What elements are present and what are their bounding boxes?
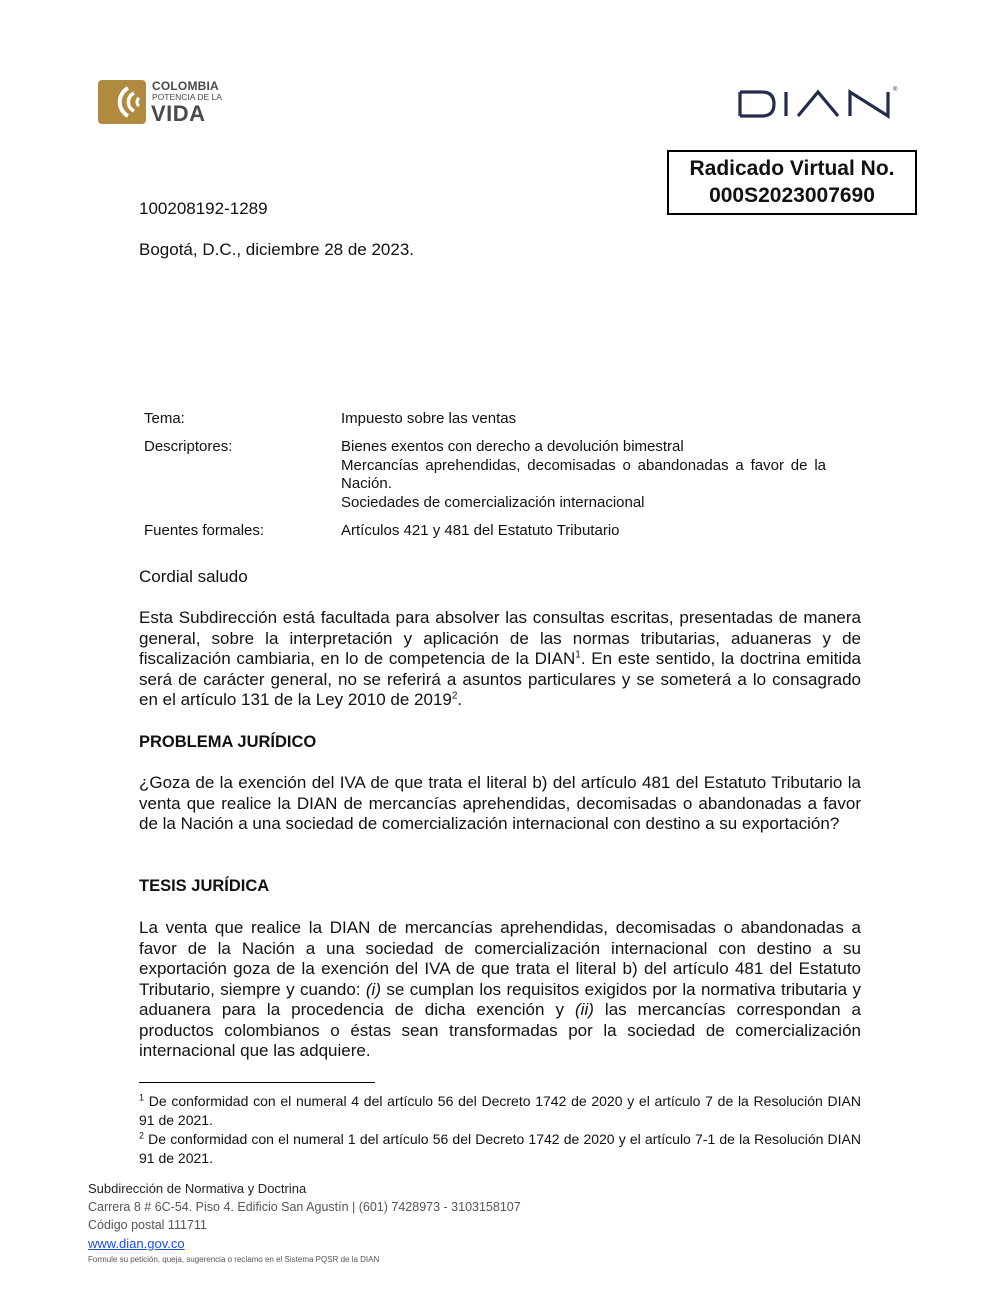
footer-pqsr-note: Formule su petición, queja, sugerencia o reclamo en el Sistema PQSR de la DIAN [88, 1255, 380, 1264]
fuentes-label: Fuentes formales: [144, 522, 265, 539]
footer-postal-code: Código postal 111711 [88, 1218, 207, 1232]
dian-logo [738, 84, 903, 120]
problema-juridico-heading: PROBLEMA JURÍDICO [139, 733, 317, 751]
footnote-ref-1: 1 [575, 649, 581, 661]
reference-number: 100208192-1289 [139, 199, 268, 218]
footer-address: Carrera 8 # 6C-54. Piso 4. Edificio San Agustín | (601) 7428973 - 3103158107 [88, 1200, 521, 1214]
descriptor-item: Bienes exentos con derecho a devolución bimestral [341, 438, 684, 455]
logo-text-vida: VIDA [151, 101, 206, 126]
footnote-1: $^1$ De conformidad con el numeral 4 del artículo 56 del Decreto 1742 de 2020 y el artículo 7 de la Resolución DIAN 91 de 2021. [139, 1092, 861, 1128]
tesis-juridica-heading: TESIS JURÍDICA [139, 877, 270, 895]
tema-label: Tema: [144, 410, 185, 427]
colombia-wave-logo-icon [98, 80, 146, 124]
footnote-separator [139, 1082, 375, 1083]
descriptores-list [341, 438, 826, 512]
logo-text-potencia: POTENCIA DE LA [152, 92, 222, 102]
intro-paragraph: Esta Subdirección está facultada para absolver las consultas escritas, presentadas de manera general, sobre la interpretación y aplicación de las normas tributarias, aduaneras y de fiscalización cambiaria, en lo de competencia de la DIAN$^1$. En este sentido, la doctrina emitida será de carácter general, no se referirá a asuntos particulares y se someterá a lo consagrado en el artículo 131 de la Ley 2010 de 2019$^2$. [139, 608, 862, 709]
descriptores-label: Descriptores: [144, 438, 233, 455]
tema-value: Impuesto sobre las ventas [341, 410, 517, 427]
greeting: Cordial saludo [139, 567, 248, 586]
descriptor-item: Mercancías aprehendidas, decomisadas o abandonadas a favor de la Nación. [341, 456, 826, 492]
fuentes-value: Artículos 421 y 481 del Estatuto Tributario [341, 522, 620, 539]
svg-text:®: ® [893, 87, 898, 93]
radicado-label: Radicado Virtual No. [689, 157, 895, 180]
footer-website-link[interactable]: www.dian.gov.co [88, 1236, 185, 1251]
problema-juridico-text: ¿Goza de la exención del IVA de que trata el literal b) del artículo 481 del Estatuto Tributario la venta que realice la DIAN de mercancías aprehendidas, decomisadas o abandonadas a favor de la Nación a una sociedad de comercialización internacional con destino a su exportación? [139, 773, 861, 833]
descriptor-item: Sociedades de comercialización internacional [341, 493, 645, 511]
footnote-ref-2: 2 [451, 690, 458, 702]
date-line: Bogotá, D.C., diciembre 28 de 2023. [139, 240, 414, 259]
footnote-2: $^2$ De conformidad con el numeral 1 del artículo 56 del Decreto 1742 de 2020 y el artículo 7-1 de la Resolución DIAN 91 de 2021. [139, 1130, 861, 1166]
radicado-virtual-box [667, 150, 917, 215]
tesis-juridica-text: La venta que realice la DIAN de mercancías aprehendidas, decomisadas o abandonadas a favor de la Nación a una sociedad de comercialización internacional con destino a su exportación goza de la exención del IVA de que trata el literal b) del artículo 481 del Estatuto Tributario, siempre y cuando: (i) se cumplan los requisitos exigidos por la normativa tributaria y aduanera para la procedencia de dicha exención y (ii) las mercancías correspondan a productos colombianos o éstas sean transformadas por la sociedad de comercialización internacional que las adquiere. [139, 918, 862, 1060]
logo-text-colombia: COLOMBIA [152, 79, 219, 93]
footer-department: Subdirección de Normativa y Doctrina [88, 1181, 307, 1196]
colombia-potencia-de-la-vida-logo [98, 78, 233, 126]
radicado-number: 000S2023007690 [709, 184, 875, 207]
